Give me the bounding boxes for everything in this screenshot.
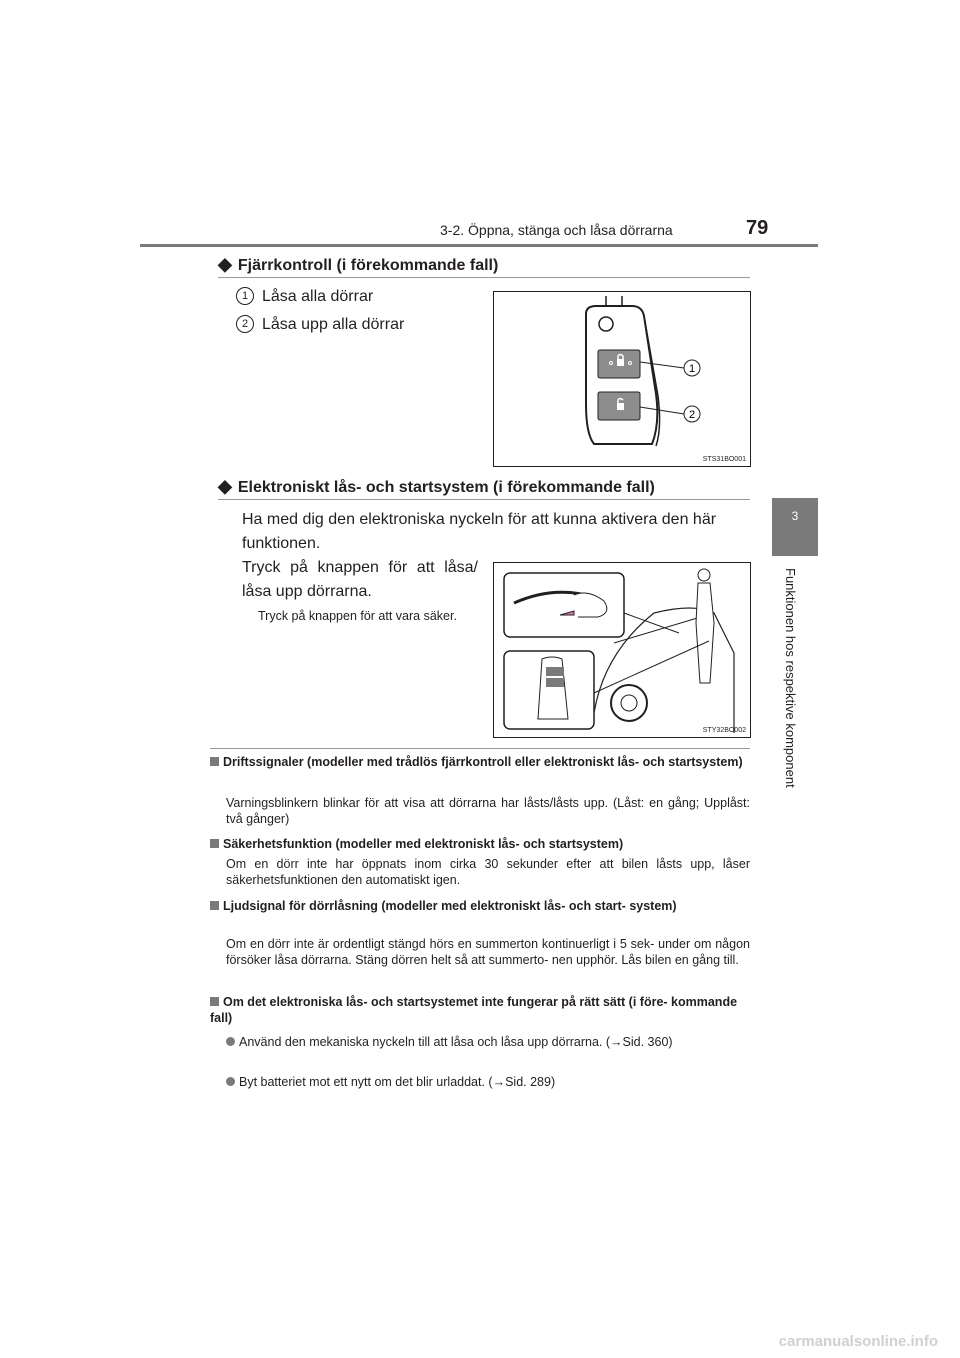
watermark: carmanualsonline.info [778, 1333, 938, 1350]
remote-item-1: 1 Låsa alla dörrar [236, 287, 373, 306]
chapter-label [785, 568, 799, 818]
remote-key-figure [493, 291, 751, 467]
figure-code: STY32BO002 [702, 727, 746, 734]
note-title-4: Om det elektroniska lås- och startsystemet inte fungerar på rätt sätt (i före- kommande fall) [210, 995, 738, 1025]
note-body-2: Om en dörr inte har öppnats inom cirka 30 sekunder efter att bilen låsts upp, låser säkerhetsfunktionen den automatiskt igen. [226, 857, 750, 887]
callout-1: 1 [688, 363, 696, 375]
section-rule [218, 277, 750, 278]
note-bullet-1: Använd den mekaniska nyckeln till att låsa och låsa upp dörrarna. (→Sid. 360) [226, 1034, 750, 1050]
diamond-bullet-icon: ◆ [218, 254, 232, 274]
page-number: 79 [746, 217, 769, 239]
remote-heading: ◆ Fjärrkontroll (i förekommande fall) [218, 254, 499, 274]
square-bullet-icon [210, 757, 219, 766]
note-title-3: Ljudsignal för dörrlåsning (modeller med elektroniskt lås- och start- system) [210, 898, 750, 914]
smart-entry-illustration [494, 563, 750, 737]
section-rule [218, 499, 750, 500]
chapter-title: Funktionen hos respektive komponent [783, 568, 798, 788]
smart-note: Tryck på knappen för att vara säker. [258, 609, 457, 623]
number-circle-icon: 2 [236, 315, 254, 333]
note-body-3: Om en dörr inte är ordentligt stängd hörs en summerton kontinuerligt i 5 sek- under om någon försöker låsa dörrarna. Stäng dörren helt så att summerto- nen upphör. Lås bilen en gång till. [226, 937, 750, 967]
callout-2: 2 [688, 409, 696, 421]
dot-bullet-icon [226, 1037, 235, 1046]
note-body-1: Varningsblinkern blinkar för att visa att dörrarna har låsts/låsts upp. (Låst: en gång; Upplåst: två gånger) [226, 796, 750, 826]
smart-heading: ◆ Elektroniskt lås- och startsystem (i förekommande fall) [218, 476, 655, 496]
dot-bullet-icon [226, 1077, 235, 1086]
diamond-bullet-icon: ◆ [218, 476, 232, 496]
note-title-2: Säkerhetsfunktion (modeller med elektroniskt lås- och startsystem) [210, 836, 750, 852]
notes-rule [210, 748, 750, 749]
remote-item-2: 2 Låsa upp alla dörrar [236, 315, 404, 334]
header-rule [140, 244, 818, 247]
section-title: 3-2. Öppna, stänga och låsa dörrarna [440, 222, 673, 238]
smart-instruction: Tryck på knappen för att låsa/ låsa upp dörrarna. [242, 559, 478, 600]
figure-code: STS31BO001 [702, 456, 746, 463]
square-bullet-icon [210, 997, 219, 1006]
note-bullet-2: Byt batteriet mot ett nytt om det blir urladdat. (→Sid. 289) [226, 1074, 750, 1090]
square-bullet-icon [210, 839, 219, 848]
smart-intro: Ha med dig den elektroniska nyckeln för att kunna aktivera den här funktionen. [242, 511, 717, 552]
smart-entry-figure [493, 562, 751, 738]
number-circle-icon: 1 [236, 287, 254, 305]
remote-key-illustration [494, 292, 750, 466]
chapter-tab [772, 498, 818, 556]
chapter-number: 3 [791, 509, 799, 523]
square-bullet-icon [210, 901, 219, 910]
note-title-1: Driftssignaler (modeller med trådlös fjärrkontroll eller elektroniskt lås- och startsystem) [210, 754, 750, 770]
